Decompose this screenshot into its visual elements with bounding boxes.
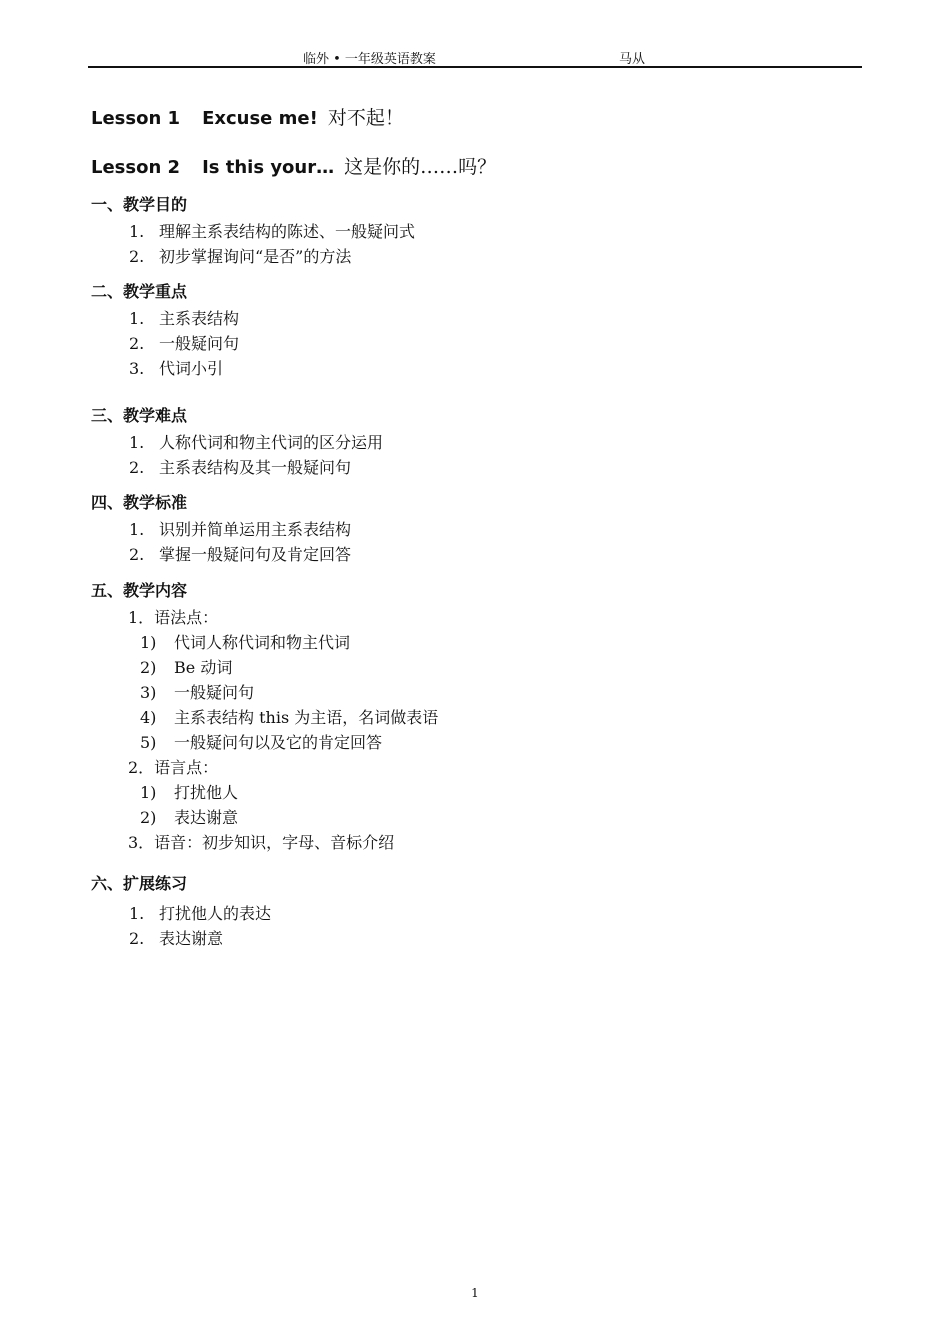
section-heading: 二、教学重点 xyxy=(91,282,188,301)
lesson-1-english: Excuse me! xyxy=(202,108,318,129)
section-practice xyxy=(91,873,271,951)
list-item: 1. 人称代词和物主代词的区分运用 xyxy=(129,433,384,452)
difficulties-list xyxy=(91,430,383,480)
header-title: 临外 • 一年级英语教案 xyxy=(303,52,436,67)
list-item: 2. 掌握一般疑问句及肯定回答 xyxy=(129,545,352,564)
section-content xyxy=(91,580,438,855)
grammar-list xyxy=(128,630,438,755)
header-author: 马从 xyxy=(619,52,646,67)
list-item: 1. 识别并简单运用主系表结构 xyxy=(129,520,352,539)
lesson-2-chinese: 这是你的……吗？ xyxy=(344,156,497,178)
section-heading: 一、教学目的 xyxy=(91,195,188,214)
list-item: 2. 主系表结构及其一般疑问句 xyxy=(129,458,352,477)
list-item: 1. 主系表结构 xyxy=(129,309,240,328)
lesson-2-title xyxy=(91,152,496,179)
content-group-grammar xyxy=(91,605,438,755)
list-item: 1) 代词人称代词和物主代词 xyxy=(140,633,351,652)
content-group-phonetics xyxy=(91,830,438,855)
section-key-points xyxy=(91,281,239,381)
section-goals xyxy=(91,194,415,269)
content-list xyxy=(91,605,438,855)
content-group-language xyxy=(91,755,438,830)
section-standards xyxy=(91,492,351,567)
practice-list xyxy=(91,901,271,951)
page-number: 1 xyxy=(471,1286,479,1300)
lesson-1-title xyxy=(91,103,404,130)
list-item: 2) Be 动词 xyxy=(140,658,233,677)
page-header xyxy=(88,46,862,68)
section-heading: 四、教学标准 xyxy=(91,493,188,512)
section-heading: 五、教学内容 xyxy=(91,581,188,600)
group-label: 3．语音：初步知识，字母、音标介绍 xyxy=(128,833,395,852)
list-item: 1. 理解主系表结构的陈述、一般疑问式 xyxy=(129,222,416,241)
group-label: 2．语言点： xyxy=(128,758,219,777)
list-item: 2. 初步掌握询问“是否”的方法 xyxy=(129,247,352,266)
group-label: 1．语法点： xyxy=(128,608,219,627)
section-heading: 六、扩展练习 xyxy=(91,874,188,893)
section-heading: 三、教学难点 xyxy=(91,406,188,425)
list-item: 2. 一般疑问句 xyxy=(129,334,240,353)
goals-list xyxy=(91,219,415,269)
section-difficulties xyxy=(91,405,383,480)
key-points-list xyxy=(91,306,239,381)
list-item: 5) 一般疑问句以及它的肯定回答 xyxy=(140,733,383,752)
list-item: 3) 一般疑问句 xyxy=(140,683,255,702)
lesson-1-chinese: 对不起！ xyxy=(327,107,404,129)
lesson-2-english: Is this your… xyxy=(202,157,335,178)
list-item: 4) 主系表结构 this 为主语，名词做表语 xyxy=(140,708,439,727)
lesson-1-number: Lesson 1 xyxy=(91,108,181,129)
list-item: 3. 代词小引 xyxy=(129,359,224,378)
list-item: 1) 打扰他人 xyxy=(140,783,239,802)
lesson-2-number: Lesson 2 xyxy=(91,157,181,178)
list-item: 2. 表达谢意 xyxy=(129,929,224,948)
standards-list xyxy=(91,517,351,567)
list-item: 2) 表达谢意 xyxy=(140,808,239,827)
list-item: 1. 打扰他人的表达 xyxy=(129,904,272,923)
language-list xyxy=(128,780,438,830)
